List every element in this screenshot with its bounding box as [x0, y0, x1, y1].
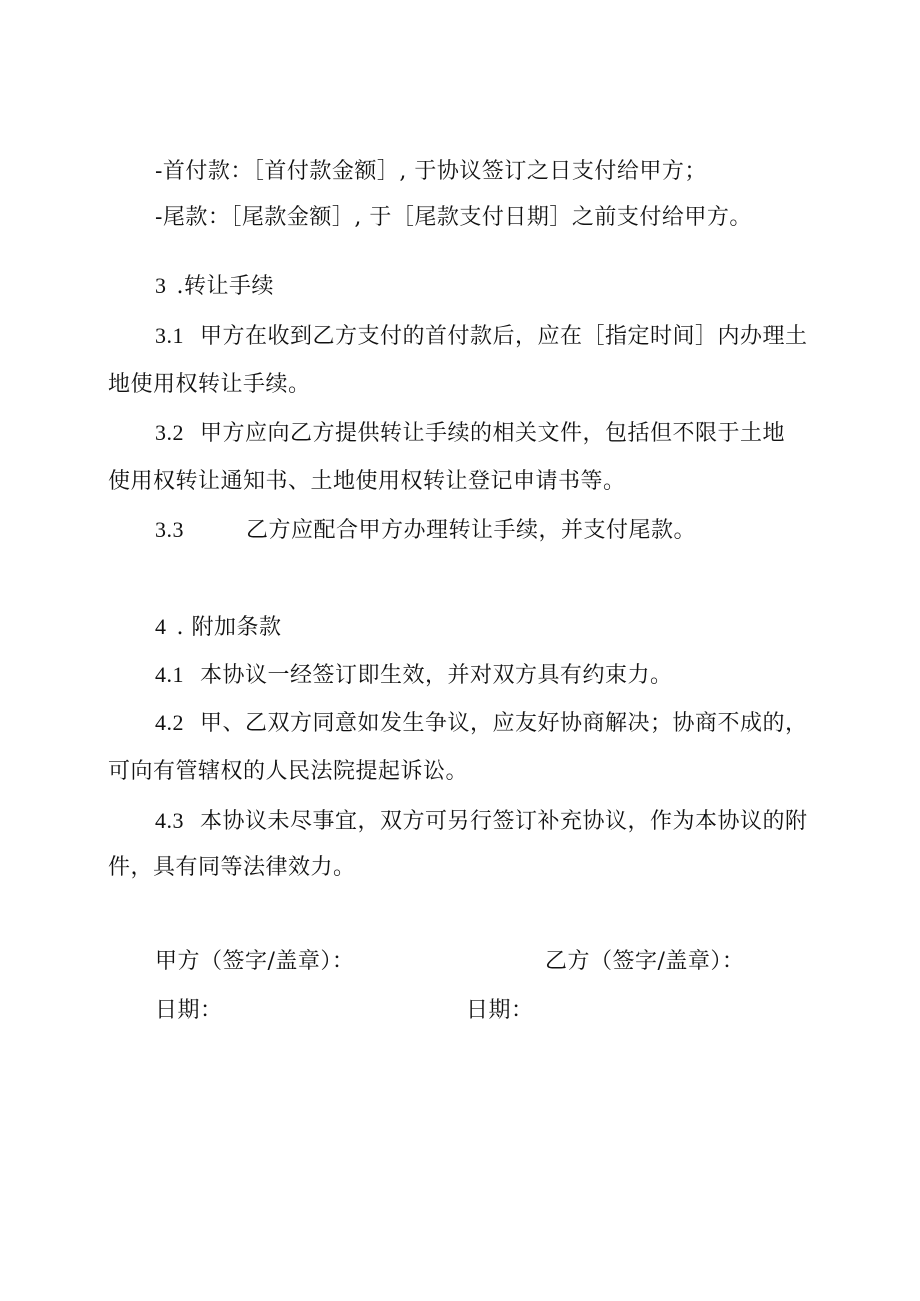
final-payment-line: -尾款：［尾款金额］, 于［尾款支付日期］之前支付给甲方。: [155, 205, 752, 230]
clause-3-1-number: 3.1: [155, 323, 184, 348]
clause-4-1-line: [155, 660, 673, 691]
party-b-signature-label: 乙方（签字/盖章）：: [545, 949, 745, 974]
clause-3-1-text: 甲方在收到乙方支付的首付款后，应在［指定时间］内办理土: [200, 324, 808, 349]
clause-4-3-number: 4.3: [155, 808, 184, 833]
clause-3-2-line2: 使用权转让通知书、土地使用权转让登记申请书等。: [108, 469, 626, 494]
clause-3-3-number: 3.3: [155, 517, 184, 542]
section-3-title: .转让手续: [176, 274, 274, 299]
clause-4-2-number: 4.2: [155, 710, 184, 735]
section-3-number: 3: [155, 273, 167, 298]
section-4-title: . 附加条款: [176, 615, 282, 640]
clause-3-1-line1: [155, 321, 808, 352]
party-b-date-label: 日期：: [466, 998, 534, 1023]
clause-3-2-line1: [155, 418, 785, 449]
clause-4-3-text: 本协议未尽事宜，双方可另行签订补充协议，作为本协议的附: [200, 809, 808, 834]
clause-3-2-number: 3.2: [155, 420, 184, 445]
party-a-signature-label: 甲方（签字/盖章）：: [155, 949, 355, 974]
clause-4-2-line2: 可向有管辖权的人民法院提起诉讼。: [108, 759, 469, 784]
clause-3-2-text: 甲方应向乙方提供转让手续的相关文件，包括但不限于土地: [200, 421, 786, 446]
clause-3-3-line: [155, 515, 696, 546]
clause-4-3-line2: 件，具有同等法律效力。: [108, 855, 356, 880]
party-a-date-label: 日期：: [155, 998, 223, 1023]
section-4-number: 4: [155, 614, 167, 639]
clause-4-1-text: 本协议一经签订即生效，并对双方具有约束力。: [200, 663, 673, 688]
clause-4-2-text: 甲、乙双方同意如发生争议，应友好协商解决；协商不成的，: [200, 711, 808, 736]
clause-4-3-line1: [155, 806, 808, 837]
down-payment-line: -首付款：［首付款金额］, 于协议签订之日支付给甲方；: [155, 159, 707, 184]
section-3-heading: [155, 271, 274, 302]
clause-3-3-text: 乙方应配合甲方办理转让手续，并支付尾款。: [246, 518, 697, 543]
clause-4-2-line1: [155, 708, 808, 739]
section-4-heading: [155, 612, 282, 643]
clause-3-1-line2: 地使用权转让手续。: [108, 372, 311, 397]
clause-4-1-number: 4.1: [155, 662, 184, 687]
